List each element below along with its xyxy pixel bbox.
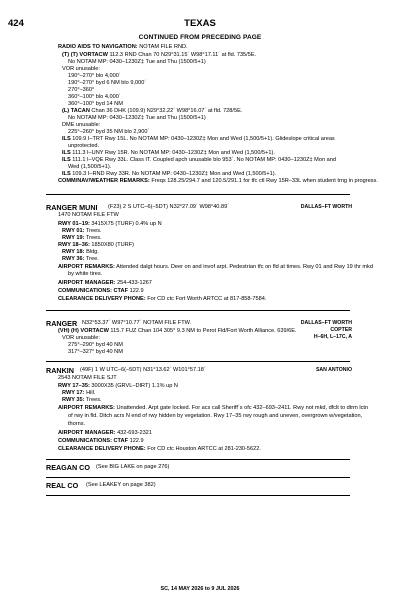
- communications: COMMUNICATIONS: CTAF 122.9: [58, 438, 144, 444]
- vortac-line: (VH) (H) VORTACW 115.7 FUZ Chan 104 305° 9.3 NM to Perot Fld/Fort Worth Alliance. 639/6E.: [58, 328, 297, 334]
- airport-name: RANGER MUNI: [46, 203, 98, 212]
- elevation-line: 2543 NOTAM FILE SJT: [58, 375, 117, 381]
- effective-dates-footer: SC, 14 MAY 2026 to 9 JUL 2026: [160, 586, 240, 592]
- vortac-line: (T) (T) VORTACW 112.3 RND Chan 70 N29°31.15´ W98°17.11´ at fld. 735/5E.: [62, 52, 257, 58]
- vor-restriction: 190°–270° blo 4,000´: [68, 73, 121, 79]
- ils-line: ILS 111.1 I–VQE Rwy 33L. Class IT. Coupled apch unusable blo 953´. No NOTAM MP: 0430–1230Z‡ Mon and: [62, 157, 336, 163]
- page-number: 424: [8, 18, 24, 29]
- airport-id-line: (49F) 1 W UTC–6(–5DT) N31°13.62´ W101°57.18´: [80, 367, 206, 373]
- section-divider: [46, 310, 350, 311]
- page-header: [0, 8, 400, 41]
- comm-remarks-line: COMM/NAV/WEATHER REMARKS: Freqs 128.25/294.7 and 120.5/291.1 for tfc ctl Rwy 15R–33L when student trng in progress.: [58, 178, 378, 184]
- section-divider: [46, 361, 350, 362]
- continued-banner: CONTINUED FROM PRECEDING PAGE: [138, 34, 262, 41]
- airport-manager: AIRPORT MANAGER: 254-433-1267: [58, 280, 152, 286]
- airport-id-line: (F23) 2 S UTC–6(–5DT) N32°27.09´ W98°40.89´: [108, 204, 230, 210]
- section-divider: [46, 459, 350, 460]
- vor-restriction: 270°–360°: [68, 87, 95, 93]
- runway-line: RWY 18–36: 1850X80 (TURF): [58, 242, 134, 248]
- vor-restriction: 275°–290° byd 40 NM: [68, 342, 123, 348]
- ils-line-cont: Wed (1,500/5+1).: [68, 164, 112, 170]
- navaid-coords: N32°53.37´ W97°10.77´ NOTAM FILE FTW.: [82, 320, 192, 326]
- runway-end-line: RWY 36: Tree.: [62, 256, 99, 262]
- ils-line: ILS 109.3 I–RND Rwy 33R. No NOTAM MP: 0430–1230Z‡ Mon and Wed (1,500/5+1).: [62, 171, 277, 177]
- runway-end-line: RWY 35: Trees.: [62, 397, 102, 403]
- vor-unusable-label: VOR unusable:: [62, 66, 100, 72]
- notam-line: No NOTAM MP: 0430–1230Z‡ Tue and Thu (1500/5+1): [68, 59, 206, 65]
- cross-ref-name: REAL CO: [46, 481, 79, 490]
- state-title: TEXAS: [184, 18, 216, 29]
- cross-ref-name: REAGAN CO: [46, 463, 90, 472]
- airport-remarks-cont: by white tires.: [68, 271, 103, 277]
- airport-remarks-cont: thorns.: [68, 421, 86, 427]
- vor-restriction: 360°–100° byd 14 NM: [68, 101, 123, 107]
- vor-unusable-label: VOR unusable:: [62, 335, 100, 341]
- airport-remarks: AIRPORT REMARKS: Attended dalgt hours. Deer on and invof arpt. Pedestrian tfc on fld at times. Rwy 01 and Rwy 19 thr mkd: [58, 264, 373, 270]
- cross-ref-link[interactable]: (See BIG LAKE on page 276): [96, 464, 170, 470]
- chart-reference: SAN ANTONIO: [315, 367, 352, 373]
- tacan-line: (L) TACAN Chan 36 DHK (109.9) N29°32.22´ W98°16.07´ at fld. 728/5E.: [62, 108, 243, 114]
- dme-restriction: 225°–260° byd 35 NM blo 2,900´: [68, 129, 150, 135]
- clearance-delivery: CLEARANCE DELIVERY PHONE: For CD ctc Houston ARTCC at 281-230-5622.: [58, 446, 261, 452]
- navaid-name: RANGER: [46, 319, 78, 328]
- ils-line: ILS 109.9 I–TRT Rwy 15L. No NOTAM MP: 0430–1230Z‡ Mon and Wed (1,500/5+1). Glideslope critical areas: [62, 136, 335, 142]
- chart-reference: DALLAS–FT WORTH: [300, 320, 352, 326]
- section-divider: [46, 495, 350, 496]
- section-divider: [46, 477, 350, 478]
- cross-ref-link[interactable]: (See LEAKEY on page 382): [86, 482, 156, 488]
- radio-aids-line: RADIO AIDS TO NAVIGATION: NOTAM FILE RND.: [58, 44, 188, 50]
- chart-reference: H–6H, L–17C, A: [313, 334, 352, 340]
- runway-end-line: RWY 18: Bldg.: [62, 249, 99, 255]
- section-divider: [46, 194, 350, 195]
- communications: COMMUNICATIONS: CTAF 122.9: [58, 288, 144, 294]
- vor-restriction: 360°–100° blo 4,000´: [68, 94, 121, 100]
- dme-unusable-label: DME unusable:: [62, 122, 101, 128]
- runway-line: RWY 01–19: 3415X75 (TURF) 0.4% up N: [58, 221, 162, 227]
- ils-line: ILS 111.3 I–UNY Rwy 15R. No NOTAM MP: 0430–1230Z‡ Mon and Wed (1,500/5+1).: [62, 150, 275, 156]
- ils-line-cont: unprotected.: [68, 143, 100, 149]
- clearance-delivery: CLEARANCE DELIVERY PHONE: For CD ctc Fort Worth ARTCC at 817-858-7584.: [58, 296, 267, 302]
- airport-manager: AIRPORT MANAGER: 432-693-2321: [58, 430, 152, 436]
- notam-line: No NOTAM MP: 0430–1230Z‡ Tue and Thu (1500/5+1): [68, 115, 206, 121]
- runway-end-line: RWY 19: Trees.: [62, 235, 102, 241]
- runway-end-line: RWY 17: Hill.: [62, 390, 96, 396]
- runway-line: RWY 17–35: 3000X35 (GRVL–DIRT) 1.1% up N: [58, 383, 178, 389]
- runway-end-line: RWY 01: Trees.: [62, 228, 102, 234]
- elevation-line: 1470 NOTAM FILE FTW: [58, 212, 119, 218]
- vor-restriction: 190°–270° byd 6 NM blo 9,000´: [68, 80, 147, 86]
- airport-remarks-cont: of rwy in fld. Ditch acrs N end of rwy hidden by vegetation. Rwy 17–35 rwy rough and uneven, overgrown w/vegetation,: [68, 413, 363, 419]
- airport-name: RANKIN: [46, 366, 74, 375]
- vor-restriction: 317°–327° byd 40 NM: [68, 349, 123, 355]
- chart-reference: COPTER: [330, 327, 352, 333]
- airport-remarks: AIRPORT REMARKS: Unattended. Arpt gate locked. For acs call Sheriff´s ofc 432–693–2411. Rwy not mkd, dfclt to dtrm lctn: [58, 405, 369, 411]
- chart-reference: DALLAS–FT WORTH: [300, 204, 352, 210]
